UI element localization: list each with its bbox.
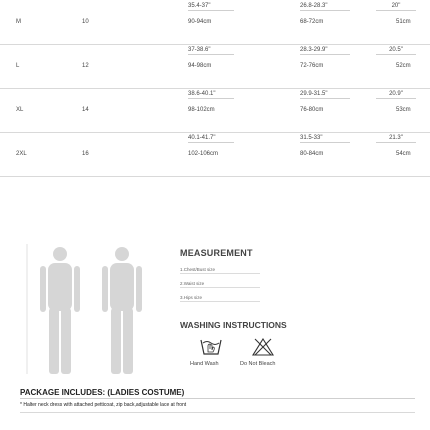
measurement-title: MEASUREMENT (180, 248, 253, 258)
bust-inch: 35.4-37" (188, 3, 234, 11)
length-cm: 54cm (396, 151, 411, 157)
bust-cm: 90-94cm (188, 19, 212, 25)
table-row (0, 0, 430, 45)
length-cm: 53cm (396, 107, 411, 113)
package-title: PACKAGE INCLUDES: (LADIES COSTUME) (20, 388, 185, 397)
bust-cm: 102-106cm (188, 151, 219, 157)
length-cm: 51cm (396, 19, 411, 25)
table-row (0, 88, 430, 133)
us-size: 16 (82, 151, 89, 157)
bust-cm: 98-102cm (188, 107, 215, 113)
waist-cm: 72-76cm (300, 63, 324, 69)
us-size: 10 (82, 19, 89, 25)
waist-inch: 26.8-28.3" (300, 3, 350, 11)
length-cm: 52cm (396, 63, 411, 69)
package-description: * Halter neck dress with attached petticoat, zip back,adjustable lace at front (20, 402, 187, 408)
waist-inch: 29.9-31.5" (300, 91, 350, 99)
left-silhouette (40, 247, 80, 374)
waist-cm: 76-80cm (300, 107, 324, 113)
length-inch: 20.9" (376, 91, 416, 99)
hand-wash-icon (200, 338, 222, 361)
table-row (0, 132, 430, 177)
package-divider (20, 398, 415, 399)
measurement-item: 3.Hips size (180, 295, 260, 302)
bust-cm: 94-98cm (188, 63, 212, 69)
size-label: L (16, 63, 20, 69)
measurement-panel (180, 244, 418, 374)
waist-inch: 28.3-29.9" (300, 47, 350, 55)
bust-inch: 38.6-40.1" (188, 91, 234, 99)
bust-inch: 40.1-41.7" (188, 135, 234, 143)
measurement-item: 2.Waist size (180, 281, 260, 288)
size-label: 2XL (16, 151, 27, 157)
length-inch: 20" (376, 3, 416, 11)
table-row (0, 44, 430, 89)
right-silhouette (102, 247, 142, 374)
waist-cm: 68-72cm (300, 19, 324, 25)
length-inch: 20.5" (376, 47, 416, 55)
body-silhouette-image (26, 244, 162, 374)
us-size: 14 (82, 107, 89, 113)
do-not-bleach-icon (252, 338, 274, 361)
bust-inch: 37-38.6" (188, 47, 234, 55)
us-size: 12 (82, 63, 89, 69)
package-bottom-divider (20, 412, 415, 413)
size-label: M (16, 19, 21, 25)
washing-title: WASHING INSTRUCTIONS (180, 320, 287, 330)
measurement-item: 1.Chest/Bust size (180, 267, 260, 274)
waist-cm: 80-84cm (300, 151, 324, 157)
length-inch: 21.3" (376, 135, 416, 143)
size-label: XL (16, 107, 24, 113)
waist-inch: 31.5-33" (300, 135, 350, 143)
body-silhouettes (26, 244, 162, 374)
do-not-bleach-label: Do Not Bleach (240, 361, 276, 367)
measurement-section (0, 244, 430, 374)
hand-wash-label: Hand Wash (190, 361, 219, 367)
